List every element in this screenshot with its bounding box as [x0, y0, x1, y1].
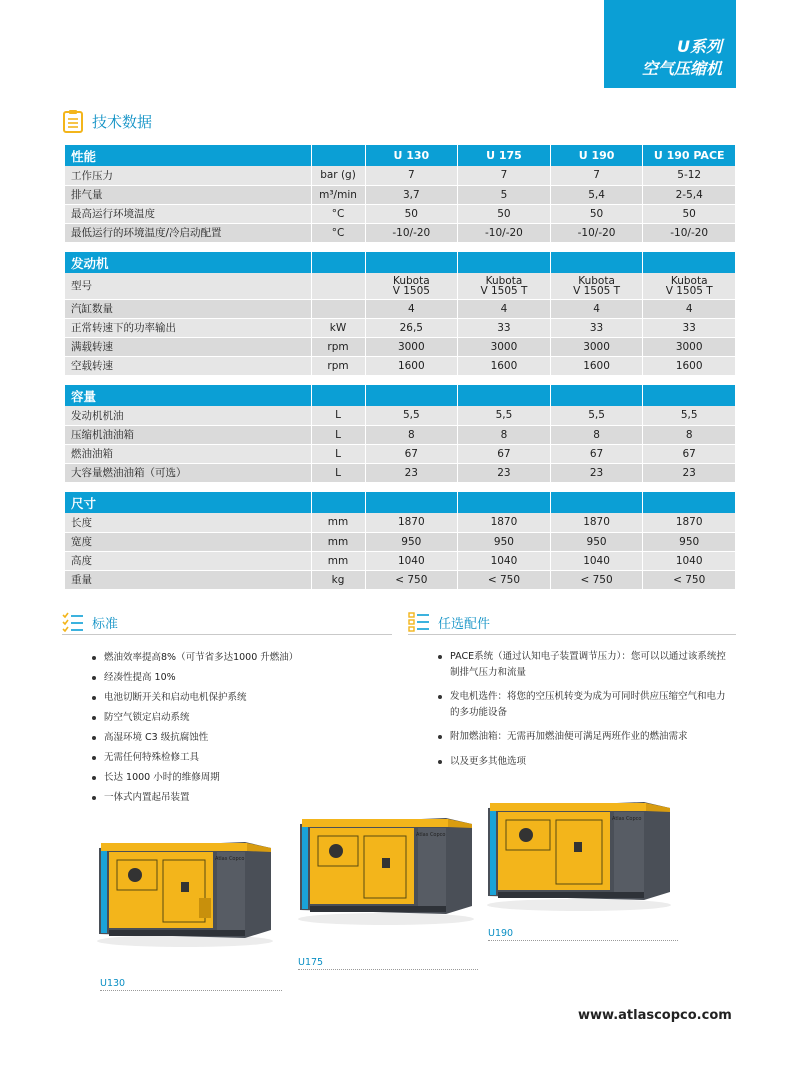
row-value: 1870: [365, 513, 458, 532]
row-value: Kubota V 1505 T: [550, 273, 643, 299]
row-value: -10/-20: [458, 223, 551, 242]
u175-brand-text: Atlas Copco: [416, 832, 446, 838]
row-value: -10/-20: [643, 223, 736, 242]
row-value: 23: [643, 463, 736, 482]
product-name: 空气压缩机: [641, 59, 722, 78]
row-value: 3000: [365, 337, 458, 356]
row-value: 26,5: [365, 318, 458, 337]
row-value: < 750: [365, 570, 458, 589]
list-item: 以及更多其他选项: [438, 754, 728, 770]
row-value: 950: [550, 532, 643, 551]
row-value: 950: [365, 532, 458, 551]
u175-label: U175: [298, 957, 478, 970]
website-url[interactable]: www.atlascopco.com: [578, 1008, 732, 1023]
row-unit: kW: [311, 318, 365, 337]
series-name: U系列: [677, 37, 722, 56]
u130-label: U130: [100, 978, 282, 991]
row-label: 空载转速: [65, 356, 311, 375]
row-value: 50: [458, 204, 551, 223]
row-value: 67: [458, 444, 551, 463]
row-value: 3,7: [365, 185, 458, 204]
row-value: 1870: [643, 513, 736, 532]
table-row: [65, 551, 736, 570]
row-label: 型号: [65, 273, 311, 299]
list-item: 经凑性提高 10%: [92, 669, 392, 687]
section-header-row: [65, 385, 736, 406]
row-unit: rpm: [311, 356, 365, 375]
section-header-row: [65, 145, 736, 166]
row-value: 67: [365, 444, 458, 463]
row-value: 23: [550, 463, 643, 482]
row-value: 1870: [550, 513, 643, 532]
row-label: 最高运行环境温度: [65, 204, 311, 223]
row-value: 50: [643, 204, 736, 223]
row-value: 950: [458, 532, 551, 551]
row-label: 压缩机油油箱: [65, 425, 311, 444]
row-value: 950: [643, 532, 736, 551]
row-unit: rpm: [311, 337, 365, 356]
list-item: PACE系统（通过认知电子装置调节压力）：您可以以通过该系统控制排气压力和流量: [438, 649, 728, 680]
row-value: 33: [643, 318, 736, 337]
row-value: 33: [550, 318, 643, 337]
model-header: U 190 PACE: [643, 145, 736, 166]
row-value: 1600: [365, 356, 458, 375]
model-header: U 175: [458, 145, 551, 166]
list-item: 一体式内置起吊装置: [92, 789, 392, 807]
table-row: [65, 337, 736, 356]
row-unit: m³/min: [311, 185, 365, 204]
table-row: [65, 166, 736, 185]
table-row: [65, 204, 736, 223]
row-value: 2-5,4: [643, 185, 736, 204]
row-value: -10/-20: [365, 223, 458, 242]
row-label: 最低运行的环境温度/冷启动配置: [65, 223, 311, 242]
table-row: [65, 273, 736, 299]
row-label: 正常转速下的功率输出: [65, 318, 311, 337]
row-label: 长度: [65, 513, 311, 532]
table-row: [65, 299, 736, 318]
row-value: < 750: [550, 570, 643, 589]
row-unit: L: [311, 406, 365, 425]
row-label: 燃油油箱: [65, 444, 311, 463]
row-value: 1040: [643, 551, 736, 570]
row-value: 1600: [550, 356, 643, 375]
row-value: Kubota V 1505 T: [458, 273, 551, 299]
row-unit: [311, 299, 365, 318]
row-unit: L: [311, 425, 365, 444]
row-value: 5,4: [550, 185, 643, 204]
row-label: 大容量燃油油箱（可选）: [65, 463, 311, 482]
row-value: 1600: [458, 356, 551, 375]
row-unit: mm: [311, 551, 365, 570]
row-value: 8: [550, 425, 643, 444]
list-item: 发电机选件：将您的空压机转变为成为可同时供应压缩空气和电力的多功能设备: [438, 689, 728, 720]
u130-brand-text: Atlas Copco: [215, 856, 245, 862]
series-badge: [604, 0, 736, 88]
tech-data-title: 技术数据: [92, 112, 153, 131]
row-label: 满载转速: [65, 337, 311, 356]
row-value: 3000: [643, 337, 736, 356]
row-value: 5,5: [550, 406, 643, 425]
row-value: 7: [458, 166, 551, 185]
list-item: 无需任何特殊检修工具: [92, 749, 392, 767]
row-value: -10/-20: [550, 223, 643, 242]
row-value: 1870: [458, 513, 551, 532]
checklist-icon: [62, 612, 84, 632]
row-value: 5,5: [365, 406, 458, 425]
table-row: [65, 463, 736, 482]
options-heading: [408, 612, 736, 635]
row-value: 4: [643, 299, 736, 318]
list-item: 长达 1000 小时的维修周期: [92, 769, 392, 787]
row-value: 5,5: [458, 406, 551, 425]
row-label: 工作压力: [65, 166, 311, 185]
row-value: Kubota V 1505 T: [643, 273, 736, 299]
row-value: 3000: [458, 337, 551, 356]
table-row: [65, 406, 736, 425]
row-value: Kubota V 1505: [365, 273, 458, 299]
table-row: [65, 532, 736, 551]
row-unit: °C: [311, 204, 365, 223]
row-value: 7: [550, 166, 643, 185]
row-value: 33: [458, 318, 551, 337]
row-unit: kg: [311, 570, 365, 589]
row-value: 1600: [643, 356, 736, 375]
tech-data-heading: [62, 109, 152, 133]
row-value: 8: [643, 425, 736, 444]
table-row: [65, 356, 736, 375]
list-item: 防空气锁定启动系统: [92, 709, 392, 727]
options-list: [438, 649, 728, 778]
model-header: U 130: [365, 145, 458, 166]
row-value: 67: [550, 444, 643, 463]
section-title: 尺寸: [65, 492, 311, 513]
row-value: 1040: [365, 551, 458, 570]
row-label: 高度: [65, 551, 311, 570]
spec-table: [65, 145, 736, 590]
row-value: 50: [365, 204, 458, 223]
table-row: [65, 185, 736, 204]
row-value: 5-12: [643, 166, 736, 185]
row-label: 发动机机油: [65, 406, 311, 425]
clipboard-icon: [62, 109, 84, 133]
table-row: [65, 223, 736, 242]
u190-brand-text: Atlas Copco: [612, 816, 642, 822]
section-title: 发动机: [65, 252, 311, 273]
list-item: 高湿环境 C3 级抗腐蚀性: [92, 729, 392, 747]
row-value: 67: [643, 444, 736, 463]
row-unit: mm: [311, 532, 365, 551]
row-value: 8: [365, 425, 458, 444]
section-header-row: [65, 252, 736, 273]
options-list-icon: [408, 612, 430, 632]
u130-compressor-image: [95, 838, 275, 948]
u190-label: U190: [488, 928, 678, 941]
row-unit: [311, 273, 365, 299]
row-value: 5,5: [643, 406, 736, 425]
row-value: < 750: [643, 570, 736, 589]
standard-title: 标准: [92, 616, 119, 632]
table-row: [65, 318, 736, 337]
row-label: 排气量: [65, 185, 311, 204]
row-value: 50: [550, 204, 643, 223]
row-value: 23: [458, 463, 551, 482]
standard-list: [92, 649, 392, 809]
row-value: 3000: [550, 337, 643, 356]
table-row: [65, 570, 736, 589]
list-item: 燃油效率提高8%（可节省多达1000 升燃油）: [92, 649, 392, 667]
row-value: 7: [365, 166, 458, 185]
row-label: 汽缸数量: [65, 299, 311, 318]
row-label: 重量: [65, 570, 311, 589]
row-unit: mm: [311, 513, 365, 532]
section-header-row: [65, 492, 736, 513]
row-unit: °C: [311, 223, 365, 242]
section-title: 容量: [65, 385, 311, 406]
list-item: 附加燃油箱：无需再加燃油便可满足两班作业的燃油需求: [438, 729, 728, 745]
row-unit: L: [311, 463, 365, 482]
table-row: [65, 513, 736, 532]
row-value: 4: [365, 299, 458, 318]
table-row: [65, 425, 736, 444]
u190-compressor-image: [484, 800, 674, 912]
row-value: 23: [365, 463, 458, 482]
section-title: 性能: [65, 145, 311, 166]
row-unit: bar (g): [311, 166, 365, 185]
row-unit: L: [311, 444, 365, 463]
options-title: 任选配件: [438, 616, 491, 632]
u175-compressor-image: [296, 816, 476, 926]
row-label: 宽度: [65, 532, 311, 551]
row-value: 4: [550, 299, 643, 318]
row-value: 1040: [458, 551, 551, 570]
row-value: 1040: [550, 551, 643, 570]
model-header: U 190: [550, 145, 643, 166]
row-value: 4: [458, 299, 551, 318]
standard-heading: [62, 612, 392, 635]
list-item: 电池切断开关和启动电机保护系统: [92, 689, 392, 707]
row-value: 5: [458, 185, 551, 204]
table-row: [65, 444, 736, 463]
row-value: < 750: [458, 570, 551, 589]
row-value: 8: [458, 425, 551, 444]
